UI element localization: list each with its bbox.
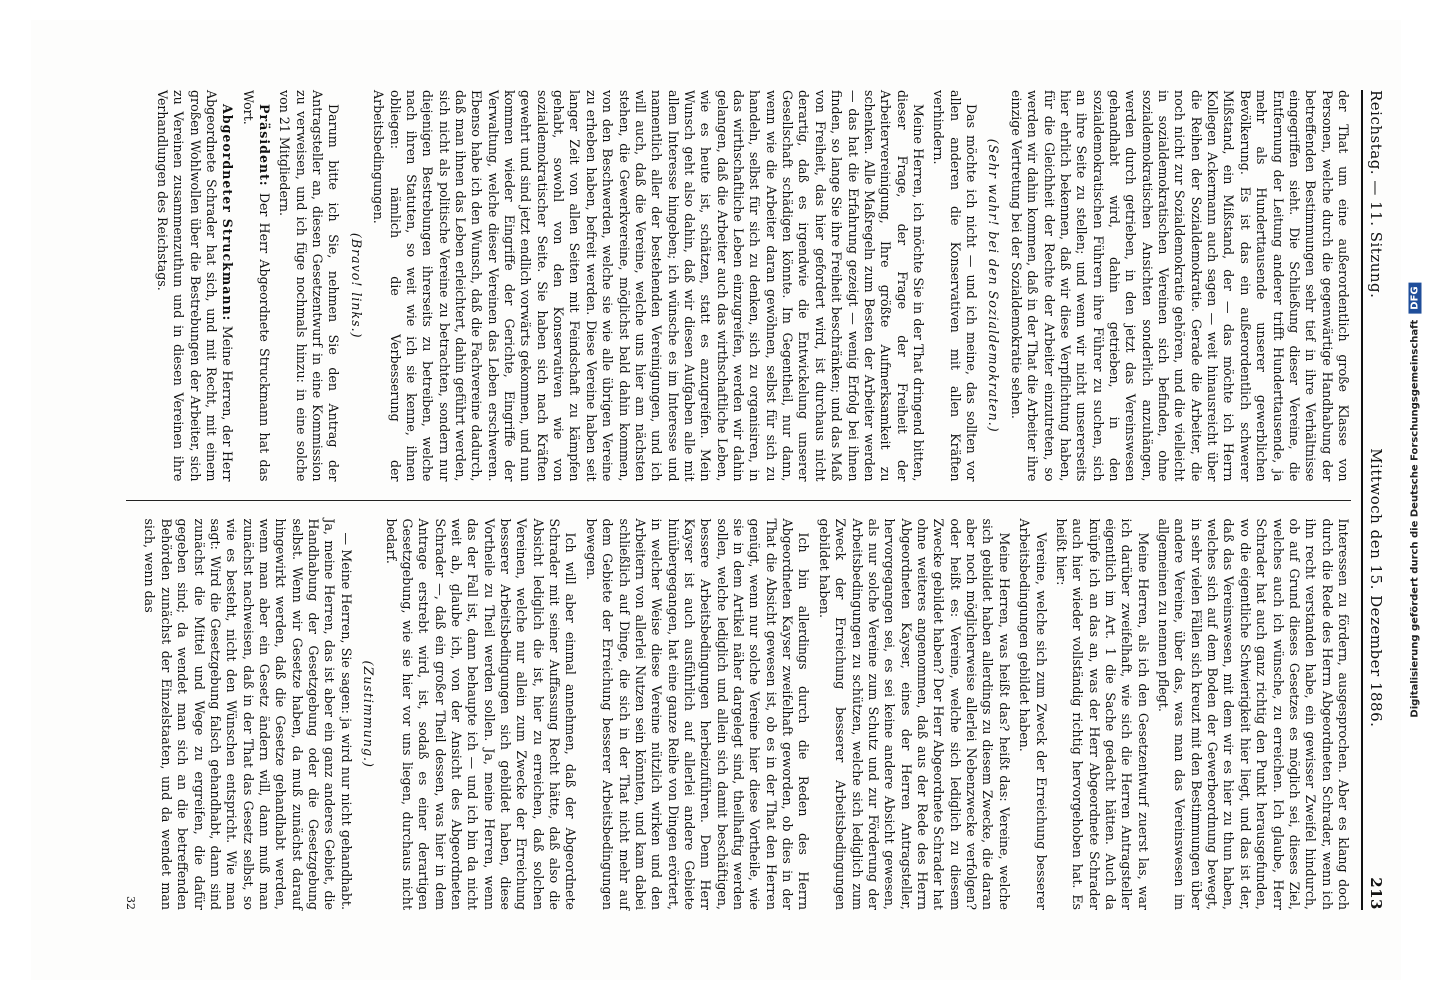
column-divider bbox=[126, 500, 1351, 501]
speaker-statement bbox=[153, 90, 235, 482]
credit-text: Digitalisierung gefördert durch die Deutsche Forschungsgemeinschaft bbox=[1409, 319, 1421, 718]
paragraph: der That um eine außerordentlich große Klasse von Personen, welche durch die gegenwärtige Handhabung der betreffenden Bestimmungen sehr tief in ihre Verhältnisse eingegriffen sieht. Die Schließung dieser Vereine, die Entfernung der Leitung anderer trifft Hunderttausende, ja mehr als Hunderttausende unserer gewerblichen Bevölkerung. Es ist das ein außerordentlich schwerer Mißstand, ein Mißstand, der — das möchte ich Herrn Kollegen Ackermann auch sagen — weit hinausreicht über die Reihen der Sozialdemokratie. Gerade die Arbeiter, die noch nicht zur Sozialdemokratie gehören, und die vielleicht in sozialdemokratischen Vereinen sich befinden, ohne sozialdemokratischen Ansichten sonderlich anzuhängen, werden durch getrieben, in den jetzt das Vereinswesen gehandhabt wird, dahin getrieben, in den sozialdemokratischen Führern ihre Führer zu suchen, sich an ihre Seite zu stellen; und wenn wir nicht unsererseits hier ehrlich bekennen, daß wir diese Verpflichtung haben, für die Gleichheit der Rechte der Arbeiter einzutreten, so werden wir dahin kommen, daß in der That die Arbeiter ihre einzige Vertretung bei der Sozialdemokratie sehen. bbox=[1008, 90, 1351, 482]
speaker-label: Abgeordneter Struckmann: bbox=[220, 104, 236, 322]
interjection: (Zustimmung.) bbox=[361, 660, 377, 768]
president-text: Der Herr Abgeordnete Struckmann hat das Wort. bbox=[240, 90, 272, 482]
president-statement bbox=[239, 90, 272, 482]
paragraph: Das möchte ich nicht — und ich meine, das sollten vor allen anderen die Konservativen mit allen Kräften verhindern. bbox=[931, 90, 980, 482]
paragraph: Meine Herren, als ich den Gesetzentwurf zuerst las, war ich darüber zweifelhaft, wie sich die Herren Antragsteller eigentlich im Art. 1 die Sache gedacht hätten. Auch da knüpfe ich an das an, was der Herr Abgeordnete Schrader auch hier wieder vollständig richtig hervorgehoben hat. Es heißt hier: bbox=[1053, 518, 1151, 910]
text-columns bbox=[126, 90, 1351, 910]
paragraph: Meine Herren, ich möchte Sie in der That dringend bitten, dieser Frage, der Frage der Freiheit der Arbeitervereinigung, Ihre größte Aufmerksamkeit zu schenken. Alle Maßregeln zum Besten der Arbeiter werden — das hat die Erfahrung gezeigt — wenig Erfolg bei ihnen finden, so lange Sie ihre Freiheit beschränken; und das Maß von Freiheit, das hier gefordert wird, ist durchaus nicht derartig, daß es irgendwie die Entwickelung unserer Gesellschaft schädigen könnte. Im Gegentheil, nur dann, wenn wie die Arbeiter daran gewöhnen, selbst für sich zu handeln, selbst für sich zu denken, sich zu organisiren, in das wirthschaftliche Leben einzugreifen, werden wir dahin gelangen, daß die Arbeiter auch das wirthschaftliche Leben, wie es heute ist, schätzen, statt es anzugreifen. Mein Wunsch geht also dahin, daß wir diesen Aufgaben alle mit allem Interesse hingeben; ich wünsche es im Interesse und namentlich aller der bestehenden Vereinigungen, und ich will auch, daß die Vereine, welche uns hier am nächsten stehen, die Gewerkvereine, möglichst bald dahin kommen, von den Beschwerden, welche sie wie alle übrigen Vereine zu erheben haben, befreit werden. Diese Vereine haben seit langer Zeit von allen Seiten mit Feindschaft zu kämpfen gehabt, sowohl von den Konservativen wie von sozialdemokratischer Seite. Sie haben sich nach Kräften gewehrt und sind jetzt endlich vorwärts gekommen, und nun kommen wieder Eingriffe der Gerichte, Eingriffe der Verwaltung, welche dieser Vereinen das Leben erschweren. Ebenso habe ich den Wunsch, daß die Fachvereine dadurch, daß man ihnen das Leben erleichtert, dahin geführt werden, sich nicht als politische Vereine zu betrachten, sondern nur diejenigen Bestrebungen ihrerseits zu betreiben, welche nach ihren Statuten, so weit wie ich sie kenne, ihnen obliegen: nämlich die Verbesserung der Arbeitsbedingungen. bbox=[371, 90, 927, 482]
document-page bbox=[31, 20, 1401, 980]
dfg-logo: DFG bbox=[1409, 282, 1422, 313]
page-number: 213 bbox=[1367, 877, 1385, 910]
speaker-text: Meine Herren, der Herr Abgeordnete Schrader hat sich, und mit Recht, mit einem großen Wohlwollen über die Bestrebungen der Arbeiter, sich zu Vereinen zusammenzuthun und in diesen Vereinen ihre Verhandlungen des Reichstags. bbox=[154, 90, 236, 482]
president-label: Präsident: bbox=[257, 104, 272, 187]
left-column bbox=[126, 90, 1351, 482]
interjection: (Bravo! links.) bbox=[348, 232, 364, 339]
page-header bbox=[1361, 90, 1385, 910]
paragraph: Darum bitte ich Sie, nehmen Sie den Antrag der Antragsteller an, diesen Gesetzentwurf in eine Kommission zu verweisen, und ich füge nochmals hinzu: in eine solche von 21 Mitgliedern. bbox=[277, 90, 342, 482]
quoted-clause: Vereine, welche sich zum Zweck der Erreichung besserer Arbeitsbedingungen gebildet haben. bbox=[1017, 518, 1049, 910]
paragraph: Meine Herren, was heißt das? heißt das: Vereine, welche sich gebildet haben allerdings zu diesem Zwecke, die daran aber noch möglicherweise allerlei Nebenzwecke verfolgen? oder heißt es: Vereine, welche sich lediglich zu diesem Zwecke gebildet haben? Der Herr Abgeordnete Schrader hat ohne weiteres angenommen, daß aus der Rede des Herrn Abgeordneten Kayser, eines der Herren Antragsteller, hervorgegangen sei, es sei keine andere Absicht gewesen, als nur solche Vereine zum Schutz und zur Förderung der Arbeitsbedingungen zu schützen, welche sich lediglich zum Zweck der Erreichung besserer Arbeitsbedingungen gebildet haben. bbox=[816, 518, 1012, 910]
signature-mark: 32 bbox=[124, 896, 138, 910]
right-column bbox=[126, 519, 1351, 911]
paragraph: — Meine Herren, Sie sagen: ja wird nur nicht gehandhabt. Ja, meine Herren, das ist aber ein ganz anderes Gebiet, die Handhabung der Gesetzgebung oder die Gesetzgebung selbst. Wenn wir Gesetze haben, da muß zunächst darauf hingewirkt werden, daß die Gesetze gehandhabt werden, wenn man aber ein Gesetz ändern will, dann muß man zunächst nachweisen, daß in der That das Gesetz selbst, so wie es besteht, nicht den Wünschen entspricht. Wie man sagt: Wird die Gesetzgebung falsch gehandhabt, dann sind zunächst die Mittel und Wege zu ergreifen, die dafür gegeben sind; da wendet man sich an die betreffenden Behörden zunächst der Einzelstaaten, und da wendet man sich, wenn das bbox=[142, 518, 354, 910]
paragraph: Ich bin allerdings durch die Reden des Herrn Abgeordneten Kayser zweifelhaft geworden, ob dies in der That die Absicht gewesen ist, ob es in der That den Herren genügt, wenn nur solche Vereine hier diese Vortheile, wie sie in dem Artikel näher dargelegt sind, theilhaftig werden sollen, welche lediglich und allein sich damit beschäftigen, bessere Arbeitsbedingungen herbeizuführen. Denn Herr Kayser ist auch ausführlich auf allerlei andere Gebiete hinübergegangen, hat eine ganze Reihe von Dingen erörtert, in welcher Weise diese Vereine nützlich wirken und den Arbeitern von allerlei Nutzen sein könnten, und kam dabei schließlich auf Dinge, die sich in der That nicht mehr auf dem Gebiete der Erreichung besserer Arbeitsbedingungen bewegen. bbox=[583, 518, 812, 910]
interjection: (Sehr wahr! bei den Sozialdemokraten.) bbox=[986, 138, 1002, 433]
header-date: Mittwoch den 15. Dezember 1886. bbox=[1367, 448, 1385, 728]
paragraph: Interessen zu fördern, ausgesprochen. Aber es klang doch durch die Rede des Herrn Abgeordneten Schrader, wenn ich ihn recht verstanden habe, ein gewisser Zweifel hindurch, ob auf Grund dieses Gesetzes es möglich sei, dieses Ziel, welches auch ich wünsche, zu erreichen. Ich glaube, Herr Schrader hat auch ganz richtig den Punkt herausgefunden, wo die eigentliche Schwierigkeit hier liegt, und das ist der, daß das Vereinswesen, mit dem wir es hier zu thun haben, welches sich auf dem Boden der Gewerbeordnung bewegt, in sehr vielen Fällen sich kreuzt mit den Bestimmungen über andere Vereine, über das, was man das Vereinswesen im allgemeinen zu nennen pflegt. bbox=[1156, 518, 1351, 910]
header-session: Reichstag. — 11. Sitzung. bbox=[1367, 90, 1385, 299]
paragraph: Ich will aber einmal annehmen, daß der Abgeordnete Schrader mit seiner Auffassung Recht hätte, daß also die Absicht lediglich die ist, hier zu erreichen, daß solchen Vereinen, welche nur allein zum Zwecke der Erreichung besserer Arbeitsbedingungen sich gebildet haben, diese Vortheile zu Theil werden sollen. Ja, meine Herren, wenn das der Fall ist, dann behaupte ich — und ich bin da nicht weit ab, glaube ich, von der Ansicht des Abgeordneten Schrader —, daß ein großer Theil dessen, was hier in dem Antrage erstrebt wird, ist, sodaß es einer derartigen Gesetzgebung, wie sie hier vor uns liegen, durchaus nicht bedarf. bbox=[383, 518, 579, 910]
digitization-credit bbox=[1409, 282, 1422, 717]
